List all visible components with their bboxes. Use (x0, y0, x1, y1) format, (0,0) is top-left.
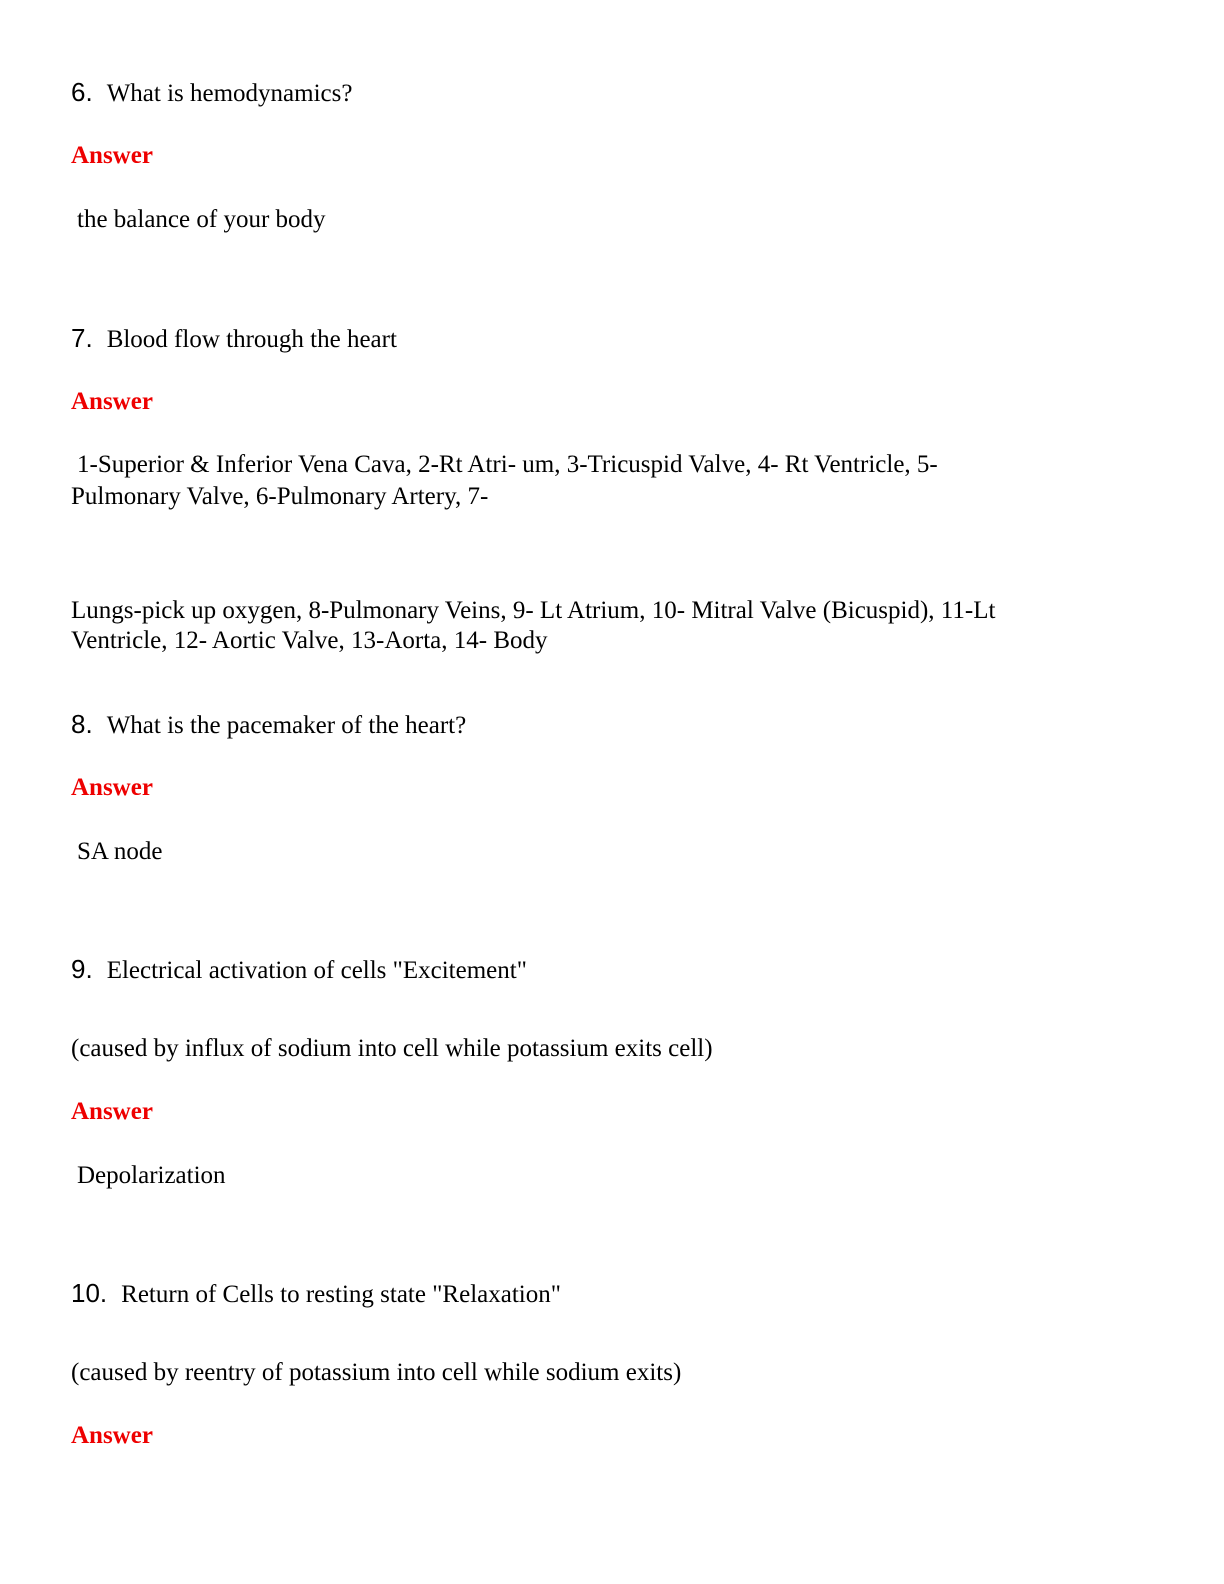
question-10 (71, 1278, 561, 1310)
answer-text: 1-Superior & Inferior Vena Cava, 2-Rt Atri- um, 3-Tricuspid Valve, 4- Rt Ventricle, 5- (77, 451, 938, 478)
answer-label: Answer (71, 142, 153, 169)
answer-text: SA node (77, 838, 163, 865)
question-number: 8. (71, 709, 93, 739)
answer-label: Answer (71, 388, 153, 415)
question-text: What is hemodynamics? (106, 80, 353, 107)
answer-text: Lungs-pick up oxygen, 8-Pulmonary Veins, 9- Lt Atrium, 10- Mitral Valve (Bicuspid), 11-Lt (71, 597, 996, 624)
answer-label: Answer (71, 774, 153, 801)
question-number: 7. (71, 323, 93, 353)
answer-text: Depolarization (77, 1162, 226, 1189)
question-text: Return of Cells to resting state "Relaxation" (121, 1281, 561, 1308)
answer-label: Answer (71, 1422, 153, 1449)
question-text: What is the pacemaker of the heart? (106, 712, 467, 739)
question-8 (71, 709, 466, 741)
question-7 (71, 323, 397, 355)
question-number: 9. (71, 954, 93, 984)
question-number: 10. (71, 1278, 108, 1308)
question-subtext: (caused by influx of sodium into cell while potassium exits cell) (71, 1035, 713, 1062)
answer-text: the balance of your body (77, 206, 326, 233)
question-subtext: (caused by reentry of potassium into cell while sodium exits) (71, 1359, 682, 1386)
answer-label: Answer (71, 1098, 153, 1125)
question-text: Blood flow through the heart (106, 326, 397, 353)
answer-text: Pulmonary Valve, 6-Pulmonary Artery, 7- (71, 483, 489, 510)
question-9 (71, 954, 527, 986)
answer-text: Ventricle, 12- Aortic Valve, 13-Aorta, 14- Body (71, 627, 548, 654)
question-number: 6. (71, 77, 93, 107)
question-6 (71, 77, 352, 109)
question-text: Electrical activation of cells "Excitement" (106, 957, 527, 984)
